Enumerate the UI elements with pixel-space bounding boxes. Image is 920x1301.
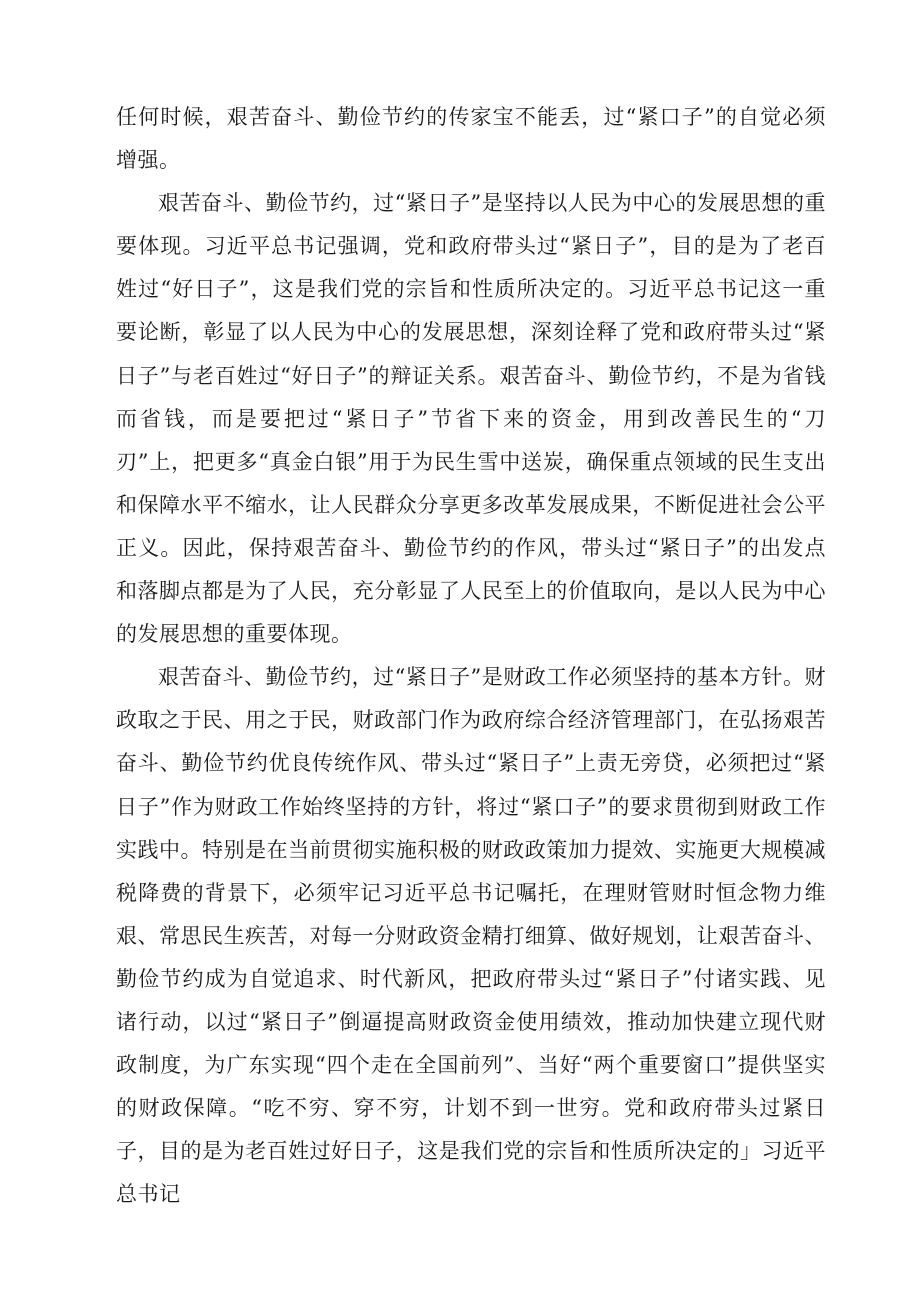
paragraph-1: 任何时候，艰苦奋斗、勤俭节约的传家宝不能丢，过“紧口子”的自觉必须增强。 bbox=[116, 105, 826, 173]
document-body bbox=[116, 96, 826, 1216]
paragraph-2: 艰苦奋斗、勤俭节约，过“紧日子”是坚持以人民为中心的发展思想的重要体现。习近平总书记强调，党和政府带头过“紧日子”，目的是为了老百姓过“好日子”，这是我们党的宗旨和性质所决定的。习近平总书记这一重要论断，彰显了以人民为中心的发展思想，深刻诠释了党和政府带头过“紧日子”与老百姓过“好日子”的辩证关系。艰苦奋斗、勤俭节约，不是为省钱而省钱，而是要把过“紧日子”节省下来的资金，用到改善民生的“刀刃”上，把更多“真金白银”用于为民生雪中送炭，确保重点领域的民生支出和保障水平不缩水，让人民群众分享更多改革发展成果，不断促进社会公平正义。因此，保持艰苦奋斗、勤俭节约的作风，带头过“紧日子”的出发点和落脚点都是为了人民，充分彰显了人民至上的价值取向，是以人民为中心的发展思想的重要体现。 bbox=[116, 191, 826, 647]
paragraph-3: 艰苦奋斗、勤俭节约，过“紧日子”是财政工作必须坚持的基本方针。财政取之于民、用之于民，财政部门作为政府综合经济管理部门，在弘扬艰苦奋斗、勤俭节约优良传统作风、带头过“紧日子”上责无旁贷，必须把过“紧日子”作为财政工作始终坚持的方针，将过“紧口子”的要求贯彻到财政工作实践中。特别是在当前贯彻实施积极的财政政策加力提效、实施更大规模减税降费的背景下，必须牢记习近平总书记嘱托，在理财管财时恒念物力维艰、常思民生疾苦，对每一分财政资金精打细算、做好规划，让艰苦奋斗、勤俭节约成为自觉追求、时代新风，把政府带头过“紧日子”付诸实践、见诸行动，以过“紧日子”倒逼提高财政资金使用绩效，推动加快建立现代财政制度，为广东实现“四个走在全国前列”、当好“两个重要窗口”提供坚实的财政保障。“吃不穷、穿不穷，计划不到一世穷。党和政府带头过紧日子，目的是为老百姓过好日子，这是我们党的宗旨和性质所决定的」习近平总书记 bbox=[116, 665, 826, 1207]
